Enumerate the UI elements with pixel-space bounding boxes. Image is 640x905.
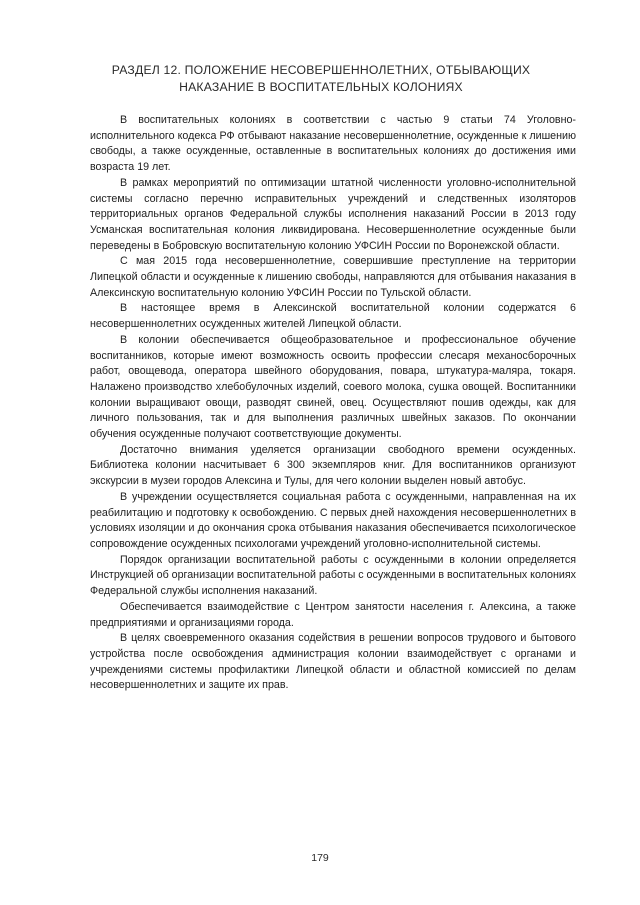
paragraph: В рамках мероприятий по оптимизации штатной численности уголовно-исполнительной системы согласно перечню исправительных учреждений и следственных изоляторов территориальных органов Федеральной службы исполнения наказаний России в 2013 году Усманская воспитательная колония ликвидирована. Несовершеннолетние осужденные были переведены в Бобровскую воспитательную колонию УФСИН России по Воронежской области. <box>90 176 576 252</box>
paragraph: Обеспечивается взаимодействие с Центром занятости населения г. Алексина, а также предприятиями и организациями города. <box>90 600 576 629</box>
paragraph: Достаточно внимания уделяется организации свободного времени осужденных. Библиотека колонии насчитывает 6 300 экземпляров книг. Для воспитанников организуют экскурсии в музеи городов Алексина и Тулы, для чего колонии выделен новый автобус. <box>90 443 576 488</box>
paragraph: В учреждении осуществляется социальная работа с осужденными, направленная на их реабилитацию и подготовку к освобождению. С первых дней нахождения несовершеннолетних в условиях изоляции и до окончания срока отбывания наказания обеспечивается психологическое сопровождение осужденных психологами учреждений уголовно-исполнительной системы. <box>90 490 576 550</box>
page-number: 179 <box>311 852 329 864</box>
paragraph: С мая 2015 года несовершеннолетние, совершившие преступление на территории Липецкой области и осужденные к лишению свободы, направляются для отбывания наказания в Алексинскую воспитательную колонию УФСИН России по Тульской области. <box>90 255 576 299</box>
paragraph: В целях своевременного оказания содействия в решении вопросов трудового и бытового устройства после освобождения администрация колонии взаимодействует с органами и учреждениями системы профилактики Липецкой области и областной комиссией по делам несовершеннолетних и защите их прав. <box>90 632 576 692</box>
section-heading-line-1: РАЗДЕЛ 12. ПОЛОЖЕНИЕ НЕСОВЕРШЕННОЛЕТНИХ, ОТБЫВАЮЩИХ <box>111 63 531 77</box>
paragraph: Порядок организации воспитательной работы с осужденными в колонии определяется Инструкцией об организации воспитательной работы с осужденными в воспитательных колониях Федеральной службы исполнения наказаний. <box>90 553 576 598</box>
paragraph: В настоящее время в Алексинской воспитательной колонии содержатся 6 несовершеннолетних осужденных жителей Липецкой области. <box>90 302 576 331</box>
body-text <box>90 113 576 694</box>
section-heading-line-2: НАКАЗАНИЕ В ВОСПИТАТЕЛЬНЫХ КОЛОНИЯХ <box>179 80 463 94</box>
section-heading <box>60 62 582 96</box>
paragraph: В воспитательных колониях в соответствии с частью 9 статьи 74 Уголовно-исполнительного кодекса РФ отбывают наказание несовершеннолетние, осужденные к лишению свободы, а также осужденные, оставленные в воспитательных колониях до достижения ими возраста 19 лет. <box>90 114 576 174</box>
paragraph: В колонии обеспечивается общеобразовательное и профессиональное обучение воспитанников, которые имеют возможность освоить профессии слесаря механосборочных работ, овощевода, оператора швейного оборудования, повара, штукатура-маляра, токаря. Налажено производство хлебобулочных изделий, соевого молока, сушка овощей. Воспитанники колонии выращивают овощи, разводят свиней, овец. Осуществляют пошив одежды, как для личного пользования, так и для выполнения различных швейных заказов. По окончании обучения осужденные получают соответствующие документы. <box>90 333 576 441</box>
